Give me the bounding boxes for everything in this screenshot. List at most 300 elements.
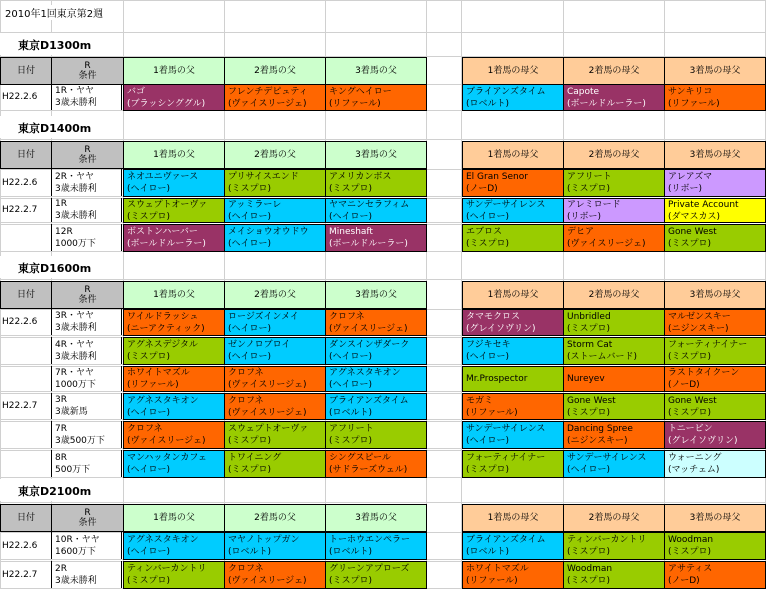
sire-cell-3 bbox=[325, 393, 427, 420]
damsire-cell-3 bbox=[664, 393, 766, 420]
race-date bbox=[0, 224, 50, 251]
sire-line: (ロベルト) bbox=[466, 547, 510, 557]
horse-name: トワイニング bbox=[228, 453, 282, 463]
header-date: 日付 bbox=[0, 504, 52, 532]
sire-line: (リファール) bbox=[127, 380, 179, 390]
damsire-cell-1 bbox=[462, 169, 564, 197]
sire-line: (リボー) bbox=[668, 184, 703, 194]
header-sire-1: 1着馬の父 bbox=[123, 141, 225, 169]
race-class: 3歳未勝利 bbox=[55, 575, 97, 586]
damsire-cell-1 bbox=[462, 337, 564, 365]
horse-name: フジキセキ bbox=[466, 340, 511, 350]
race-number: 3R bbox=[55, 395, 67, 405]
horse-name: ホワイトマズル bbox=[127, 368, 190, 378]
race-date bbox=[0, 337, 50, 364]
horse-name: ティンバーカントリ bbox=[127, 564, 207, 574]
sire-cell-1 bbox=[123, 421, 225, 449]
header-sire-1: 1着馬の父 bbox=[123, 504, 225, 532]
sire-cell-2 bbox=[224, 224, 326, 252]
section-title: 東京D1400m bbox=[0, 116, 122, 138]
sire-line: (ブラッシンググル) bbox=[127, 98, 206, 109]
sire-line: (ミスプロ) bbox=[567, 576, 611, 586]
header-sire-3: 3着馬の父 bbox=[325, 281, 427, 309]
damsire-cell-2 bbox=[563, 337, 665, 365]
horse-name: フォーティナイナー bbox=[466, 453, 546, 463]
header-sire-2: 2着馬の父 bbox=[224, 504, 326, 532]
horse-name: Gone West bbox=[567, 395, 616, 406]
race-date: H22.2.7 bbox=[2, 401, 38, 411]
header-date: 日付 bbox=[0, 57, 52, 85]
horse-name: アサティス bbox=[668, 564, 713, 574]
damsire-cell-3 bbox=[664, 366, 766, 392]
header-damsire-2: 2着馬の母父 bbox=[563, 281, 665, 309]
sire-line: (マッチェム) bbox=[668, 465, 720, 475]
damsire-cell-1 bbox=[462, 393, 564, 420]
horse-name: アグネスデジタル bbox=[127, 340, 198, 350]
race-class: 1000万下 bbox=[55, 238, 96, 249]
horse-name: アグネスタキオン bbox=[127, 395, 199, 406]
sire-line: (グレイソヴリン) bbox=[466, 323, 536, 334]
header-damsire-3: 3着馬の母父 bbox=[664, 281, 766, 309]
race-condition bbox=[51, 393, 122, 419]
horse-name: アレミロード bbox=[567, 199, 621, 210]
race-number: 12R bbox=[55, 226, 73, 237]
horse-name: アフリート bbox=[329, 424, 374, 434]
sire-line: (ミスプロ) bbox=[466, 239, 510, 249]
horse-name: グリーンアプローズ bbox=[329, 564, 410, 574]
horse-name: Storm Cat bbox=[567, 340, 613, 350]
sire-line: (ヘイロー) bbox=[466, 436, 510, 446]
horse-name: タマモクロス bbox=[466, 311, 521, 322]
damsire-cell-2 bbox=[563, 198, 665, 223]
sire-line: (ミスプロ) bbox=[567, 184, 611, 194]
horse-name: クロフネ bbox=[127, 424, 163, 434]
damsire-cell-3 bbox=[664, 84, 766, 111]
race-date: H22.2.6 bbox=[2, 92, 38, 102]
header-date: 日付 bbox=[0, 141, 52, 169]
horse-name: ブライアンズタイム bbox=[466, 86, 546, 97]
header-date: 日付 bbox=[0, 281, 52, 309]
header-damsire-2: 2着馬の母父 bbox=[563, 141, 665, 169]
sire-cell-1 bbox=[123, 198, 225, 223]
header-sire-1: 1着馬の父 bbox=[123, 281, 225, 309]
sire-line: (ノーD) bbox=[466, 184, 498, 194]
sire-line: (リファール) bbox=[329, 98, 381, 109]
race-number: 3R・ヤヤ bbox=[55, 311, 94, 321]
sire-cell-2 bbox=[224, 421, 326, 449]
sire-cell-1 bbox=[123, 532, 225, 560]
sire-line: (ミスプロ) bbox=[228, 436, 272, 446]
horse-name: モガミ bbox=[466, 395, 494, 406]
sire-cell-1 bbox=[123, 84, 225, 111]
horse-name: Mr.Prospector bbox=[466, 374, 528, 384]
sire-line: (ミスプロ) bbox=[567, 547, 611, 557]
horse-name: クロフネ bbox=[228, 564, 264, 574]
race-date: H22.2.7 bbox=[2, 205, 38, 215]
damsire-cell-2 bbox=[563, 84, 665, 111]
header-damsire-3: 3着馬の母父 bbox=[664, 57, 766, 85]
sire-cell-3 bbox=[325, 198, 427, 223]
damsire-cell-3 bbox=[664, 309, 766, 336]
horse-name: Mineshaft bbox=[329, 227, 373, 237]
horse-name: フォーティナイナー bbox=[668, 340, 748, 350]
race-class: 3歳未勝利 bbox=[55, 323, 97, 333]
race-date: H22.2.7 bbox=[2, 569, 38, 580]
sire-line: (ヘイロー) bbox=[127, 407, 171, 418]
damsire-cell-1 bbox=[462, 366, 564, 392]
horse-name: サンキリコ bbox=[668, 86, 713, 97]
race-number: 10R・ヤヤ bbox=[55, 534, 100, 545]
damsire-cell-3 bbox=[664, 224, 766, 252]
horse-name: トーホウエンペラー bbox=[329, 535, 411, 545]
horse-name: El Gran Senor bbox=[466, 172, 528, 182]
race-class: 1600万下 bbox=[55, 546, 96, 557]
race-date bbox=[0, 366, 50, 391]
horse-name: ゼンノロブロイ bbox=[228, 340, 291, 350]
damsire-cell-3 bbox=[664, 198, 766, 223]
header-race-condition: 条件 bbox=[78, 295, 97, 305]
horse-name: サンデーサイレンス bbox=[567, 453, 647, 463]
sire-line: (ヘイロー) bbox=[329, 380, 373, 390]
sire-cell-2 bbox=[224, 169, 326, 197]
race-class: 3歳未勝利 bbox=[55, 211, 97, 221]
header-damsire-1: 1着馬の母父 bbox=[462, 504, 564, 532]
race-date: H22.2.6 bbox=[2, 317, 38, 327]
race-class: 3歳500万下 bbox=[55, 435, 105, 446]
horse-name: デヒア bbox=[567, 227, 595, 237]
damsire-cell-1 bbox=[462, 421, 564, 449]
damsire-cell-1 bbox=[462, 198, 564, 223]
header-sire-3: 3着馬の父 bbox=[325, 57, 427, 85]
race-number: 8R bbox=[55, 452, 67, 463]
horse-name: プリサイスエンド bbox=[228, 172, 299, 182]
race-number: 1R bbox=[55, 199, 67, 209]
sire-line: (ミスプロ) bbox=[567, 407, 611, 418]
race-date: H22.2.6 bbox=[2, 177, 38, 188]
race-number: 2R・ヤヤ bbox=[55, 171, 94, 182]
header-race bbox=[51, 141, 124, 169]
sire-cell-1 bbox=[123, 337, 225, 365]
damsire-cell-3 bbox=[664, 450, 766, 478]
sire-line: (ヴァイスリージェ) bbox=[329, 323, 408, 334]
damsire-cell-2 bbox=[563, 224, 665, 252]
horse-name: ブライアンズタイム bbox=[466, 535, 546, 545]
horse-name: スウェプトオーヴァ bbox=[228, 424, 309, 434]
header-sire-3: 3着馬の父 bbox=[325, 504, 427, 532]
sire-cell-1 bbox=[123, 561, 225, 589]
sire-cell-1 bbox=[123, 309, 225, 336]
header-race-condition: 条件 bbox=[78, 71, 97, 81]
header-damsire-2: 2着馬の母父 bbox=[563, 504, 665, 532]
race-condition bbox=[51, 169, 122, 196]
race-date bbox=[0, 450, 50, 477]
sire-cell-3 bbox=[325, 561, 427, 589]
horse-name: Gone West bbox=[668, 395, 717, 406]
header-sire-2: 2着馬の父 bbox=[224, 281, 326, 309]
sire-cell-2 bbox=[224, 198, 326, 223]
horse-name: Unbridled bbox=[567, 311, 611, 322]
header-race-number: R bbox=[84, 61, 91, 71]
sire-line: (ヴァイスリージェ) bbox=[228, 407, 307, 418]
horse-name: アッミラーレ bbox=[228, 199, 282, 210]
sire-line: (ヘイロー) bbox=[329, 211, 373, 222]
race-condition bbox=[51, 450, 122, 477]
damsire-cell-3 bbox=[664, 337, 766, 365]
sire-line: (リファール) bbox=[668, 98, 720, 109]
sire-line: (ヴァイスリージェ) bbox=[228, 576, 307, 586]
race-class: 3歳新馬 bbox=[55, 407, 88, 417]
sire-line: (リファール) bbox=[466, 576, 518, 586]
race-condition bbox=[51, 198, 122, 222]
page-title: 2010年1回東京第2週 bbox=[3, 5, 105, 20]
section-title: 東京D2100m bbox=[0, 479, 122, 501]
sire-cell-3 bbox=[325, 84, 427, 111]
damsire-cell-1 bbox=[462, 84, 564, 111]
damsire-cell-1 bbox=[462, 532, 564, 560]
sire-cell-2 bbox=[224, 337, 326, 365]
horse-name: サンデーサイレンス bbox=[466, 199, 546, 210]
horse-name: クロフネ bbox=[228, 395, 264, 406]
sire-cell-1 bbox=[123, 366, 225, 392]
sire-cell-3 bbox=[325, 421, 427, 449]
horse-name: ウォーニング bbox=[668, 453, 722, 463]
horse-name: ネオユニヴァース bbox=[127, 172, 199, 182]
sire-line: (ボールドルーラー) bbox=[127, 239, 206, 249]
sire-cell-2 bbox=[224, 84, 326, 111]
horse-name: フレンチデピュティ bbox=[228, 86, 308, 97]
sire-line: (ヘイロー) bbox=[228, 323, 272, 334]
header-race-condition: 条件 bbox=[78, 155, 97, 165]
sire-line: (ダマスカス) bbox=[668, 211, 721, 222]
sire-line: (ヘイロー) bbox=[127, 547, 171, 557]
header-damsire-1: 1着馬の母父 bbox=[462, 281, 564, 309]
sire-line: (ヘイロー) bbox=[228, 239, 272, 249]
race-condition bbox=[51, 84, 122, 110]
horse-name: アレアズマ bbox=[668, 172, 713, 182]
damsire-cell-2 bbox=[563, 393, 665, 420]
sire-cell-2 bbox=[224, 309, 326, 336]
horse-name: メイショウオウドウ bbox=[228, 227, 309, 237]
damsire-cell-3 bbox=[664, 561, 766, 589]
horse-name: キングヘイロー bbox=[329, 86, 392, 97]
race-number: 7R bbox=[55, 423, 67, 434]
sire-line: (ヘイロー) bbox=[228, 211, 272, 222]
sire-line: (ロベルト) bbox=[329, 547, 373, 557]
race-number: 2R bbox=[55, 563, 67, 574]
sire-line: (ミスプロ) bbox=[567, 323, 611, 334]
sire-cell-2 bbox=[224, 450, 326, 478]
sire-line: (ノーD) bbox=[668, 576, 700, 586]
horse-name: ホワイトマズル bbox=[466, 564, 529, 574]
horse-name: マンハッタンカフェ bbox=[127, 453, 207, 463]
race-class: 3歳未勝利 bbox=[55, 183, 97, 194]
sire-line: (ヴァイスリージェ) bbox=[567, 239, 646, 249]
race-condition bbox=[51, 532, 122, 559]
horse-name: Private Account bbox=[668, 199, 739, 210]
race-number: 7R・ヤヤ bbox=[55, 367, 94, 378]
header-race bbox=[51, 57, 124, 85]
sire-line: (ミスプロ) bbox=[329, 436, 373, 446]
damsire-cell-1 bbox=[462, 309, 564, 336]
horse-name: マルゼンスキー bbox=[668, 311, 731, 322]
sire-line: (ミスプロ) bbox=[668, 239, 712, 249]
sire-line: (ミスプロ) bbox=[127, 576, 171, 586]
race-condition bbox=[51, 224, 122, 251]
horse-name: バゴ bbox=[127, 86, 146, 97]
horse-name: サンデーサイレンス bbox=[466, 424, 546, 434]
race-class: 3歳未勝利 bbox=[55, 98, 97, 108]
sire-line: (ヘイロー) bbox=[466, 352, 510, 362]
horse-name: ブライアンズタイム bbox=[329, 395, 409, 406]
race-date bbox=[0, 421, 50, 448]
race-date: H22.2.6 bbox=[2, 540, 38, 551]
race-condition bbox=[51, 421, 122, 448]
sire-line: (ミスプロ) bbox=[228, 184, 272, 194]
sire-line: (ヴァイスリージェ) bbox=[228, 380, 307, 390]
race-number: 4R・ヤヤ bbox=[55, 339, 94, 350]
race-condition bbox=[51, 337, 122, 364]
horse-name: ボストンハーバー bbox=[127, 227, 198, 237]
header-race-condition: 条件 bbox=[78, 518, 97, 528]
horse-name: ダンスインザダーク bbox=[329, 340, 410, 350]
header-race-number: R bbox=[84, 508, 91, 518]
sire-line: (ストームバード) bbox=[567, 352, 638, 362]
sire-cell-3 bbox=[325, 309, 427, 336]
header-race bbox=[51, 504, 124, 532]
sire-line: (ミスプロ) bbox=[668, 547, 712, 557]
sire-cell-3 bbox=[325, 532, 427, 560]
sire-line: (ヘイロー) bbox=[127, 184, 171, 194]
header-sire-2: 2着馬の父 bbox=[224, 141, 326, 169]
sire-line: (ロベルト) bbox=[228, 547, 272, 557]
sire-line: (サドラーズウェル) bbox=[329, 465, 408, 475]
horse-name: Woodman bbox=[668, 535, 714, 545]
sire-line: (ヘイロー) bbox=[127, 465, 171, 475]
horse-name: ティンバーカントリ bbox=[567, 535, 647, 545]
grid-row-line bbox=[0, 502, 766, 503]
header-damsire-1: 1着馬の母父 bbox=[462, 141, 564, 169]
header-race-number: R bbox=[84, 145, 91, 155]
race-number: 1R・ヤヤ bbox=[55, 86, 94, 96]
race-condition bbox=[51, 309, 122, 335]
sire-line: (ミスプロ) bbox=[329, 184, 373, 194]
sire-line: (ヘイロー) bbox=[228, 352, 272, 362]
horse-name: アメリカンボス bbox=[329, 172, 392, 182]
race-class: 3歳未勝利 bbox=[55, 351, 97, 362]
section-title: 東京D1600m bbox=[0, 256, 122, 278]
sire-cell-3 bbox=[325, 224, 427, 252]
horse-name: ロージズインメイ bbox=[228, 311, 299, 322]
sire-line: (ヴァイスリージェ) bbox=[127, 436, 206, 446]
sire-line: (ヘイロー) bbox=[567, 465, 611, 475]
header-sire-1: 1着馬の父 bbox=[123, 57, 225, 85]
horse-name: クロフネ bbox=[228, 368, 264, 378]
sire-line: (ミスプロ) bbox=[228, 465, 272, 475]
damsire-cell-2 bbox=[563, 366, 665, 392]
sire-line: (ヘイロー) bbox=[329, 352, 373, 362]
damsire-cell-3 bbox=[664, 421, 766, 449]
grid-row-line bbox=[0, 139, 766, 140]
header-sire-2: 2着馬の父 bbox=[224, 57, 326, 85]
sire-line: (ロベルト) bbox=[466, 98, 510, 109]
horse-name: アグネスタキオン bbox=[127, 535, 199, 545]
horse-name: エブロス bbox=[466, 227, 503, 237]
damsire-cell-2 bbox=[563, 169, 665, 197]
sire-line: (リボー) bbox=[567, 211, 602, 222]
sire-line: (ミスプロ) bbox=[466, 465, 510, 475]
horse-name: ヤマニンセラフィム bbox=[329, 199, 410, 210]
sire-line: (ヴァイスリージェ) bbox=[228, 98, 307, 109]
header-damsire-2: 2着馬の母父 bbox=[563, 57, 665, 85]
sire-line: (ボールドルーラー) bbox=[329, 239, 408, 249]
sire-line: (ロベルト) bbox=[329, 407, 373, 418]
damsire-cell-2 bbox=[563, 561, 665, 589]
sire-cell-1 bbox=[123, 169, 225, 197]
damsire-cell-1 bbox=[462, 450, 564, 478]
horse-name: Dancing Spree bbox=[567, 424, 633, 434]
header-sire-3: 3着馬の父 bbox=[325, 141, 427, 169]
header-damsire-1: 1着馬の母父 bbox=[462, 57, 564, 85]
sire-cell-3 bbox=[325, 337, 427, 365]
sire-cell-2 bbox=[224, 393, 326, 420]
damsire-cell-1 bbox=[462, 561, 564, 589]
damsire-cell-3 bbox=[664, 169, 766, 197]
race-class: 1000万下 bbox=[55, 379, 96, 390]
horse-name: クロフネ bbox=[329, 311, 365, 322]
sire-line: (ニジンスキー) bbox=[567, 436, 628, 446]
sire-cell-1 bbox=[123, 393, 225, 420]
sire-cell-2 bbox=[224, 561, 326, 589]
sire-line: (ミスプロ) bbox=[668, 407, 712, 418]
sire-cell-2 bbox=[224, 532, 326, 560]
sire-line: (ミスプロ) bbox=[127, 211, 171, 222]
horse-name: ワイルドラッシュ bbox=[127, 311, 199, 322]
sire-line: (リファール) bbox=[466, 407, 518, 418]
damsire-cell-2 bbox=[563, 450, 665, 478]
horse-name: アフリート bbox=[567, 172, 612, 182]
damsire-cell-1 bbox=[462, 224, 564, 252]
horse-name: Nureyev bbox=[567, 374, 605, 384]
header-race-number: R bbox=[84, 285, 91, 295]
sire-cell-3 bbox=[325, 366, 427, 392]
race-condition bbox=[51, 561, 122, 588]
race-class: 500万下 bbox=[55, 464, 91, 475]
sire-line: (ヘイロー) bbox=[466, 211, 510, 222]
sire-line: (ミスプロ) bbox=[329, 576, 373, 586]
horse-name: アグネスタキオン bbox=[329, 368, 401, 378]
horse-name: スウェプトオーヴァ bbox=[127, 199, 208, 210]
sire-line: (グレイソヴリン) bbox=[668, 436, 738, 446]
grid-row-line bbox=[0, 0, 766, 1]
header-damsire-3: 3着馬の母父 bbox=[664, 141, 766, 169]
header-race bbox=[51, 281, 124, 309]
sire-cell-3 bbox=[325, 169, 427, 197]
damsire-cell-2 bbox=[563, 309, 665, 336]
sire-cell-1 bbox=[123, 450, 225, 478]
horse-name: シングスピール bbox=[329, 453, 391, 463]
horse-name: マヤノトップガン bbox=[228, 535, 300, 545]
sire-line: (ミスプロ) bbox=[668, 352, 712, 362]
sire-line: (ニーアクティック) bbox=[127, 323, 205, 334]
sire-line: (ボールドルーラー) bbox=[567, 98, 646, 109]
sire-cell-3 bbox=[325, 450, 427, 478]
horse-name: Gone West bbox=[668, 227, 717, 237]
horse-name: Capote bbox=[567, 86, 600, 97]
damsire-cell-3 bbox=[664, 532, 766, 560]
sire-cell-2 bbox=[224, 366, 326, 392]
sire-line: (ノーD) bbox=[668, 380, 700, 390]
section-title: 東京D1300m bbox=[0, 33, 122, 55]
